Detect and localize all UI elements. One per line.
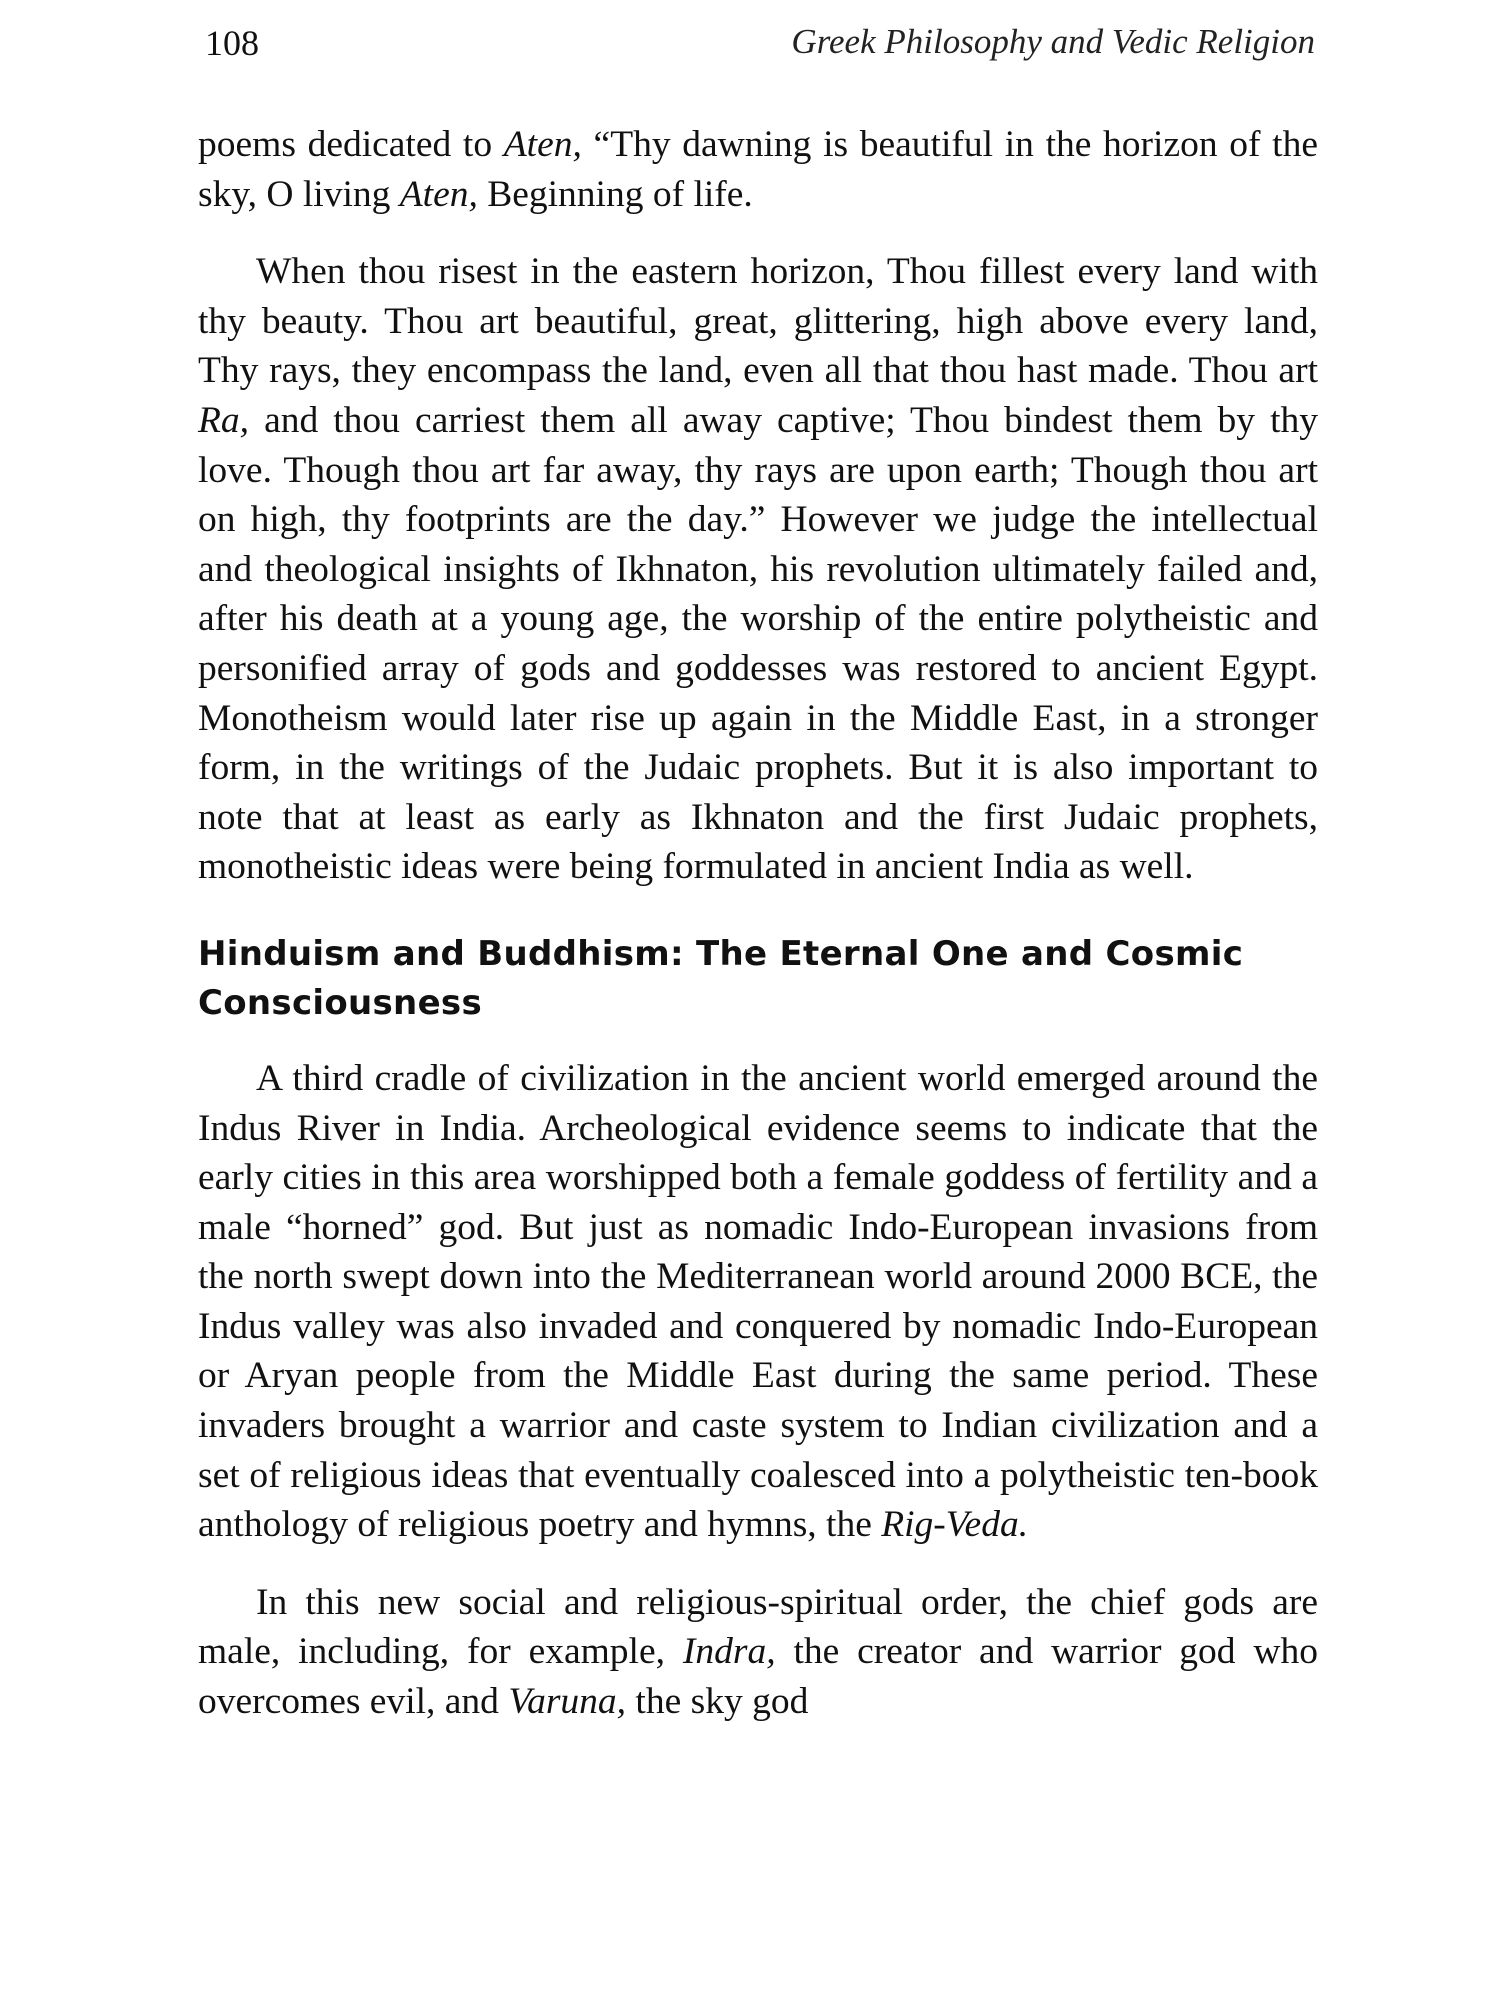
running-title: Greek Philosophy and Vedic Religion [791,22,1315,61]
paragraph-vedic-gods [198,1578,1318,1727]
italic-term: Ra, [198,399,250,441]
text-run: In this new social and religious-spiritual order, the chief gods are male, including, for example, [198,1581,1318,1673]
italic-term: Aten, [399,173,478,215]
text-run: and thou carriest them all away captive; Thou bindest them by thy love. Though thou art far away, thy rays are upon earth; Though thou art on high, thy footprints are the day.” However we judge the intellectual and theological insights of Ikhnaton, his revolution ultimately failed and, after his death at a young age, the worship of the entire polytheistic and personified array of gods and goddesses was restored to ancient Egypt. Monotheism would later rise up again in the Middle East, in a stronger form, in the writings of the Judaic prophets. But it is also important to note that at least as early as Ikhnaton and the first Judaic prophets, monotheistic ideas were being formulated in ancient India as well. [198,399,1318,888]
paragraph-aten-poem-opening [198,120,1318,219]
running-head [205,22,1315,72]
text-run: When thou risest in the eastern horizon, Thou fillest every land with thy beauty. Thou art beautiful, great, glittering, high above every land, Thy rays, they encompass the land, even all that thou hast made. Thou art [198,251,1318,392]
text-run: A third cradle of civilization in the ancient world emerged around the Indus River in India. Archeological evidence seems to indicate that the early cities in this area worshipped both a female goddess of fertility and a male “horned” god. But just as nomadic Indo-European invasions from the north swept down into the Mediterranean world around 2000 BCE, the Indus valley was also invaded and conquered by nomadic Indo-European or Aryan people from the Middle East during the same period. These invaders brought a warrior and caste system to Indian civilization and a set of religious ideas that eventually coalesced into a polytheistic ten-book anthology of religious poetry and hymns, the [198,1057,1318,1546]
paragraph-aten-hymn [198,247,1318,892]
section-heading: Hinduism and Buddhism: The Eternal One and Cosmic Consciousness [198,933,1244,1023]
text-run: “Thy dawning is beautiful in the horizon of the sky, O living [198,124,1318,215]
paragraph-indus-civilization [198,1054,1318,1550]
text-run: the sky god [626,1681,809,1723]
italic-term: Aten, [503,124,582,165]
body-text [198,120,1318,1727]
italic-term: Rig-Veda. [881,1504,1029,1546]
text-run: the creator and warrior god who overcomes evil, and [198,1631,1318,1723]
text-run: Beginning of life. [477,173,753,215]
page-number: 108 [205,23,259,63]
text-run: poems dedicated to [198,124,504,165]
italic-term: Varuna, [508,1681,627,1723]
italic-term: Indra, [682,1631,776,1673]
